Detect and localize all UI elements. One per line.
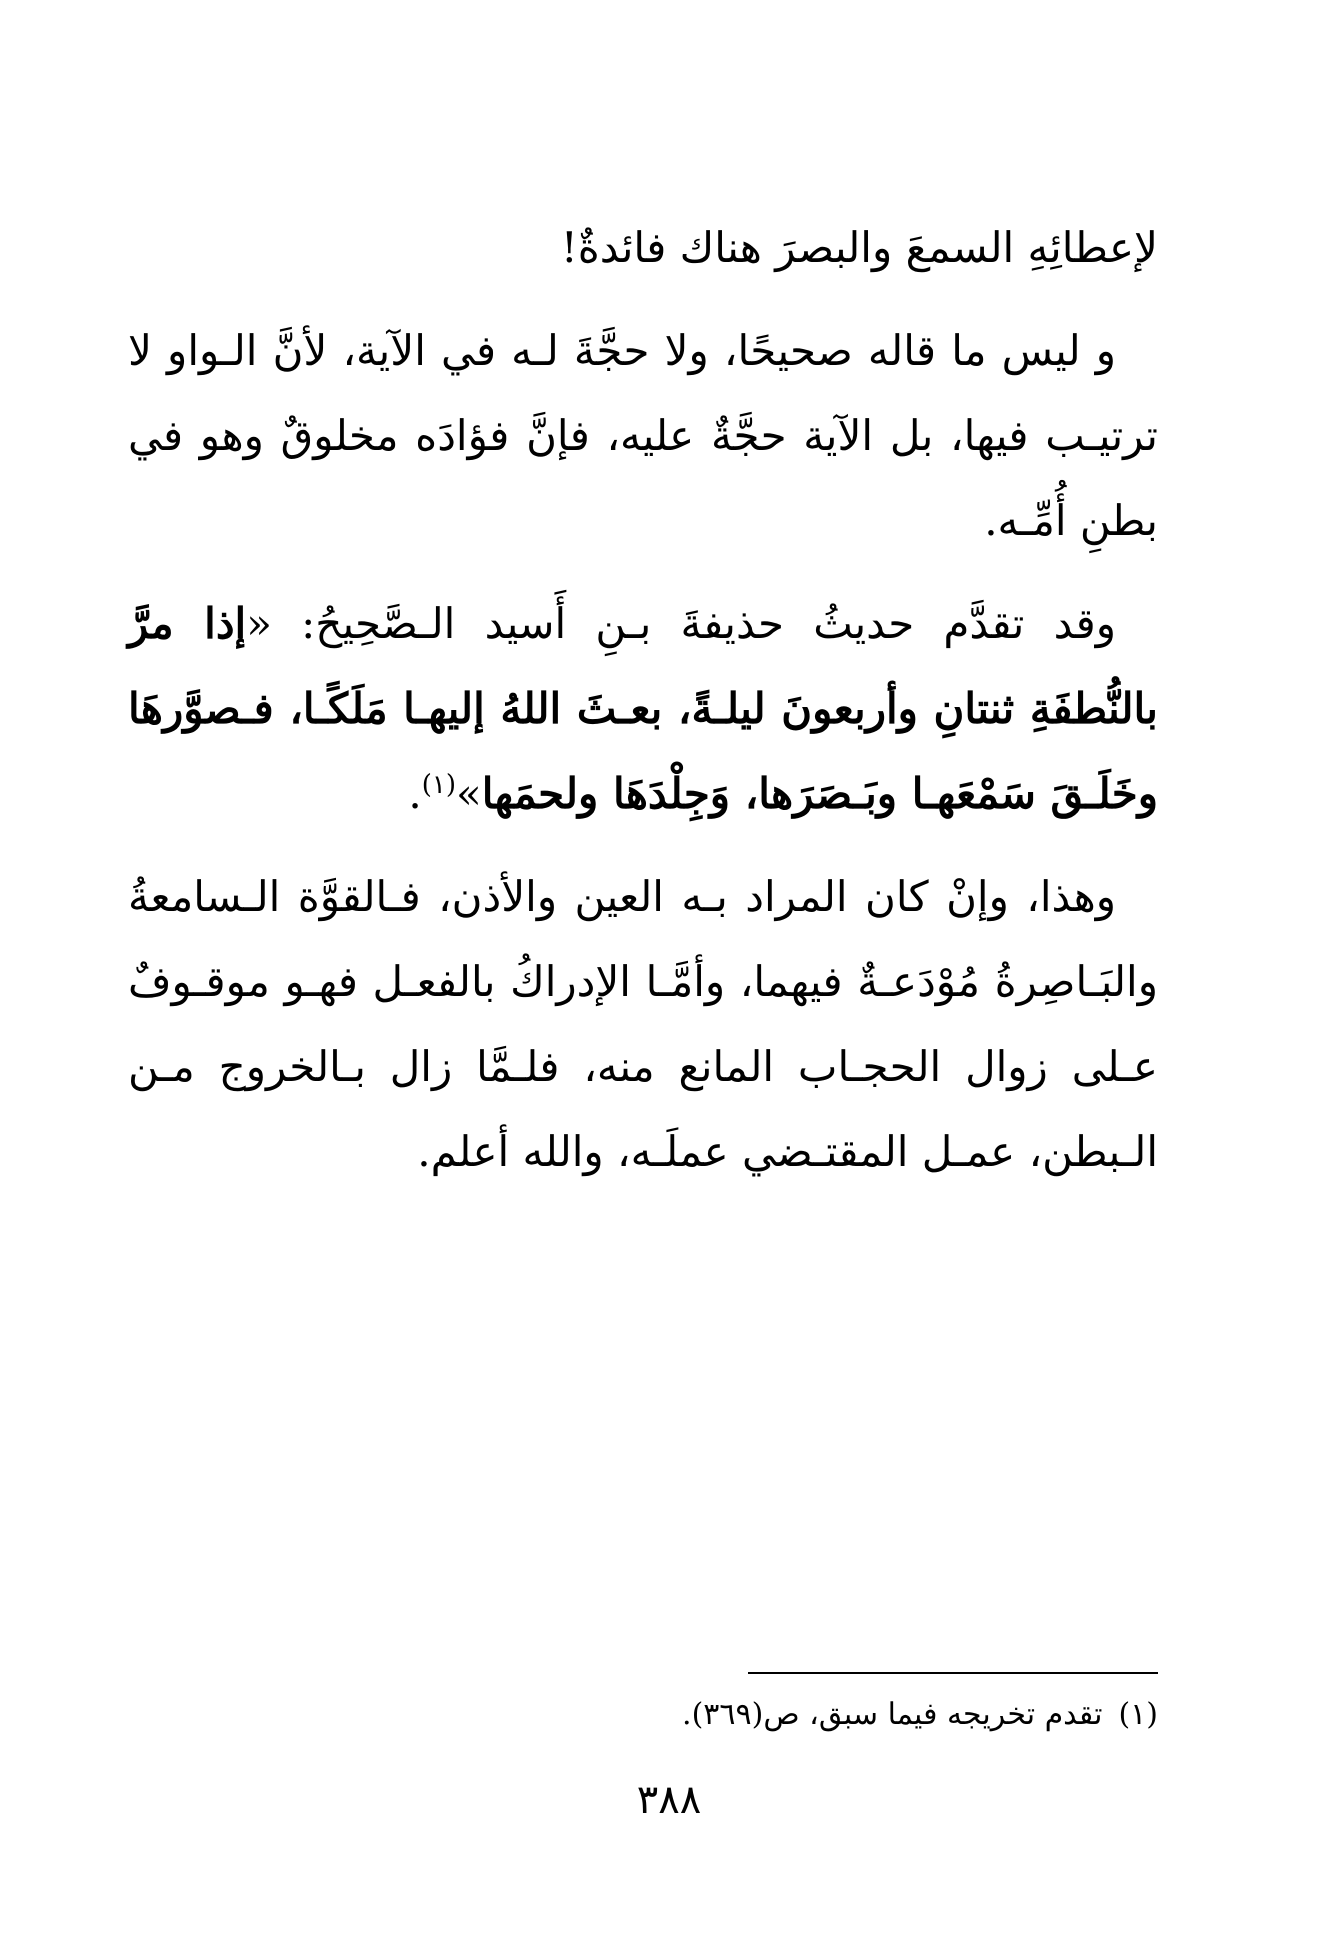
footnote-text: تقدم تخريجه فيما سبق، ص(٣٦٩).: [682, 1697, 1103, 1732]
paragraph-2-text: و ليس ما قاله صحيحًا، ولا حجَّةَ لـه في الآية، لأنَّ الـواو لا ترتيـب فيها، بل الآية حجَّةٌ عليه، فإنَّ فؤادَه مخلوقٌ وهو في بطنِ أُمِّـه.: [128, 326, 1158, 545]
paragraph-4: [128, 854, 1158, 1194]
paragraph-3: [128, 581, 1158, 836]
footnote-divider: [748, 1672, 1158, 1674]
hadith-quote: إذا مرَّ بالنُّطفَةِ ثنتانِ وأربعونَ ليلـةً، بعـثَ اللهُ إليهـا مَلَكًـا، فـصوَّرهَا وخَلَـقَ سَمْعَهـا وبَـصَرَها، وَجِلْدَهَا ولحمَها: [128, 599, 1158, 818]
paragraph-3-intro: وقد تقدَّم حديثُ حذيفةَ بـنِ أَسيد الـصَّحِيحُ: «: [246, 599, 1116, 648]
footnote-number: (١): [1118, 1697, 1158, 1732]
paragraph-3-end: .: [408, 769, 422, 818]
footnote: [128, 1690, 1158, 1740]
paragraph-4-text: وهذا، وإنْ كان المراد بـه العين والأذن، فـالقوَّة الـسامعةُ والبَـاصِرةُ مُوْدَعـةٌ فيهما، وأمَّـا الإدراكُ بالفعـل فهـو موقـوفٌ عـلى زوال الحجـاب المانع منه، فلـمَّا زال بـالخروج مـن الـبطن، عمـل المقتـضي عملَـه، والله أعلم.: [128, 872, 1158, 1176]
main-text: [128, 205, 1158, 1212]
paragraph-1-text: لإعطائِهِ السمعَ والبصرَ هناك فائدةٌ!: [560, 223, 1158, 272]
quote-close: »: [455, 769, 482, 818]
page-number: ٣٨٨: [636, 1777, 702, 1823]
paragraph-2: [128, 308, 1158, 563]
paragraph-1: [128, 205, 1158, 290]
footnote-reference: (١): [421, 770, 456, 800]
